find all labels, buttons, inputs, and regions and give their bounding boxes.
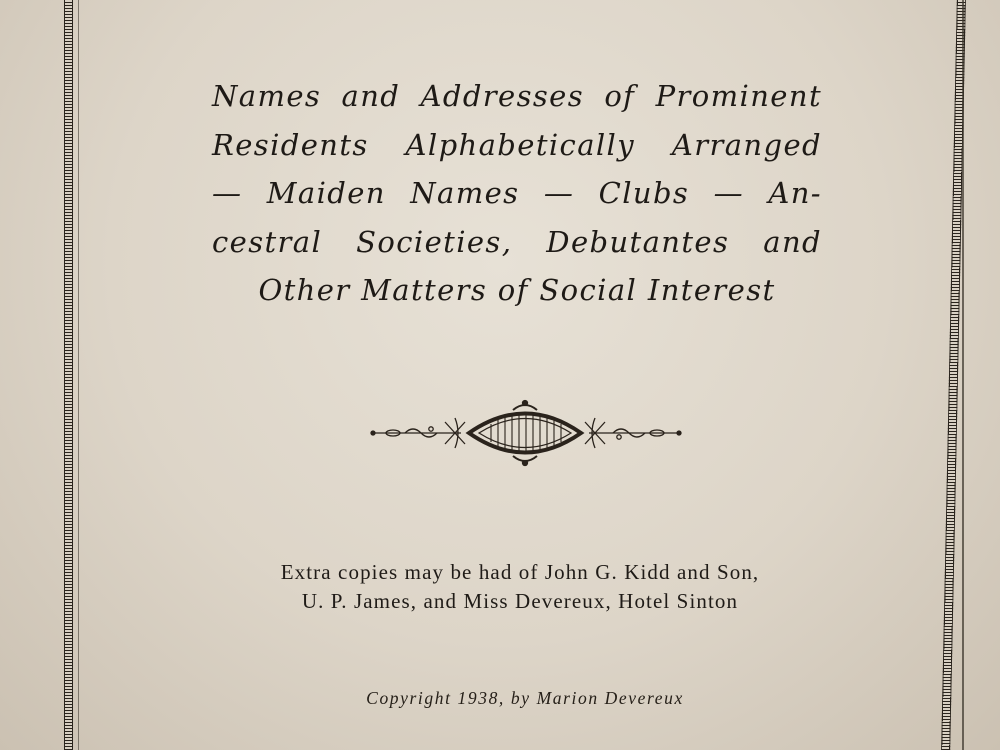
extra-copies-line-1: Extra copies may be had of John G. Kidd and Son, (280, 560, 760, 584)
right-border-rule (962, 0, 964, 750)
title-line-2: Residents Alphabetically Arranged (212, 127, 822, 162)
title-block (212, 72, 822, 315)
extra-copies-note (180, 558, 860, 616)
title-line-1: Names and Addresses of Prominent (212, 79, 822, 113)
extra-copies-line-2: U. P. James, and Miss Devereux, Hotel Sinton (301, 589, 739, 613)
title-line-3: — Maiden Names — Clubs — An- (212, 176, 822, 210)
left-page-border (64, 0, 73, 750)
decorative-fleuron-icon (365, 398, 685, 468)
copyright-line: Copyright 1938, by Marion Devereux (366, 688, 684, 708)
left-border-rule (78, 0, 79, 750)
title-line-4: cestral Societies, Debutantes and (212, 224, 822, 259)
title-line-5: Other Matters of Social Interest (258, 273, 776, 307)
